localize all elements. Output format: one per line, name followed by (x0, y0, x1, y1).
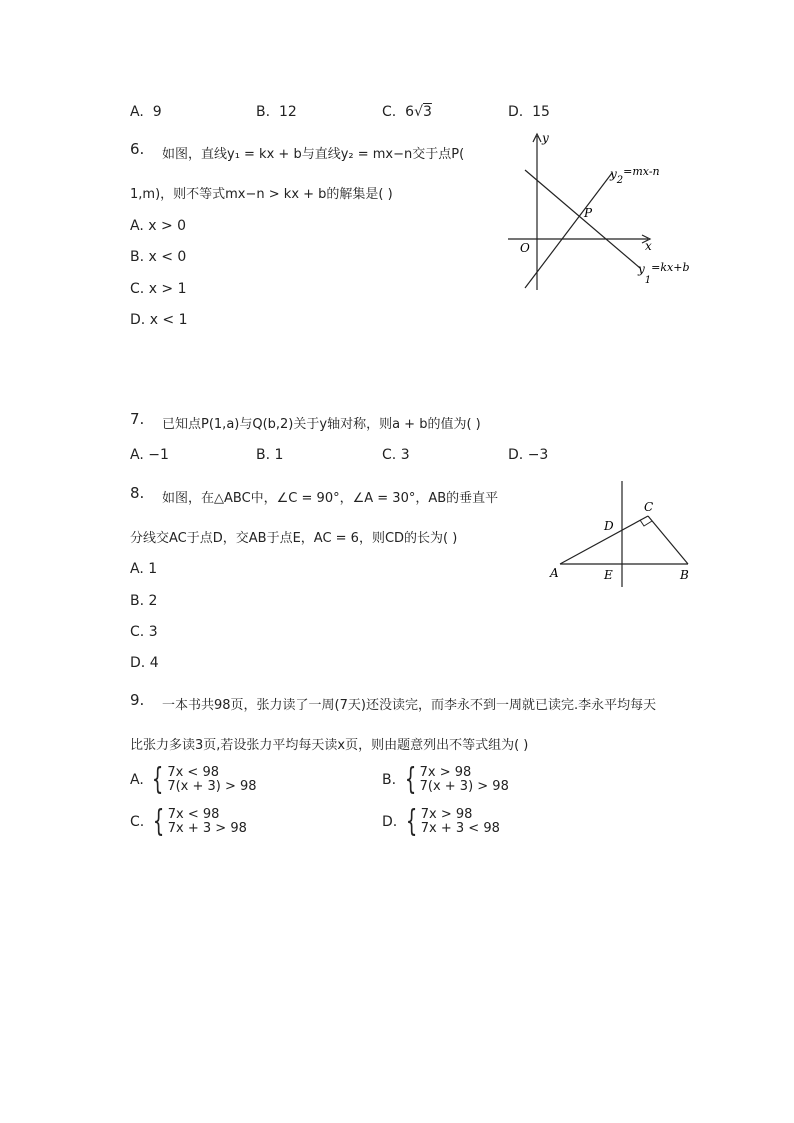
q7-option-a[interactable]: A. −1 (130, 447, 169, 463)
q9-option-a[interactable]: A. { 7x < 98 7(x + 3) > 98 (130, 762, 257, 797)
origin-label: O (520, 241, 530, 255)
q9-text-line2: 比张力多读3页,若设张力平均每天读x页，则由题意列出不等式组为( ) (130, 738, 529, 753)
point-p-label: P (584, 206, 593, 220)
q6-option-a[interactable]: A. x > 0 (130, 218, 187, 234)
q5-option-b[interactable]: B. 12 (256, 104, 297, 120)
q6-option-c[interactable]: C. x > 1 (130, 281, 187, 297)
brace-icon: { (152, 762, 164, 797)
vertex-b-label: B (680, 568, 689, 582)
q9-option-d[interactable]: D. { 7x > 98 7x + 3 < 98 (382, 804, 500, 839)
point-d-label: D (604, 519, 614, 533)
q6-option-b[interactable]: B. x < 0 (130, 249, 187, 265)
q5-option-c[interactable]: C. 6√3 (382, 104, 432, 120)
q9-option-b[interactable]: B. { 7x > 98 7(x + 3) > 98 (382, 762, 509, 797)
brace-icon: { (152, 804, 164, 839)
sqrt-symbol: √ (414, 104, 423, 120)
q8-figure (540, 475, 700, 595)
q8-option-c[interactable]: C. 3 (130, 624, 158, 640)
point-e-label: E (604, 568, 613, 582)
q8-text-line2: 分线交AC于点D，交AB于点E，AC = 6，则CD的长为( ) (130, 531, 458, 546)
right-angle-mark (640, 520, 652, 526)
q9-text-line1: 一本书共98页，张力读了一周(7天)还没读完，而李永不到一周就已读完.李永平均每天 (162, 698, 657, 713)
q7-number: 7. (130, 410, 145, 428)
brace-icon: { (405, 804, 417, 839)
line-y2 (525, 173, 612, 288)
q6-option-d[interactable]: D. x < 1 (130, 312, 188, 328)
x-axis-label: x (645, 239, 652, 253)
q6-figure (500, 128, 700, 298)
q8-text-line1: 如图，在△ABC中，∠C = 90°，∠A = 30°，AB的垂直平 (162, 491, 499, 506)
q7-text: 已知点P(1,a)与Q(b,2)关于y轴对称，则a + b的值为( ) (162, 417, 481, 432)
q5-option-d[interactable]: D. 15 (508, 104, 550, 120)
brace-icon: { (404, 762, 416, 797)
q8-option-d[interactable]: D. 4 (130, 655, 159, 671)
q8-option-b[interactable]: B. 2 (130, 593, 158, 609)
y-axis-label: y (542, 131, 549, 145)
q5-option-a[interactable]: A. 9 (130, 104, 162, 120)
q6-text-line2: 1,m)，则不等式mx−n > kx + b的解集是( ) (130, 187, 393, 202)
q9-number: 9. (130, 691, 145, 709)
vertex-c-label: C (644, 500, 654, 514)
vertex-a-label: A (550, 566, 559, 580)
q7-option-d[interactable]: D. −3 (508, 447, 549, 463)
q6-number: 6. (130, 140, 145, 158)
side-cb (648, 516, 688, 564)
y1-label: $y_1=kx+b$ (638, 261, 690, 286)
y2-label: $y_2=mx-n$ (610, 165, 660, 186)
q8-option-a[interactable]: A. 1 (130, 561, 158, 577)
q7-option-b[interactable]: B. 1 (256, 447, 284, 463)
q7-option-c[interactable]: C. 3 (382, 447, 410, 463)
q9-option-c[interactable]: C. { 7x < 98 7x + 3 > 98 (130, 804, 247, 839)
q6-text-line1: 如图，直线y₁ = kx + b与直线y₂ = mx−n交于点P( (162, 147, 465, 162)
q8-number: 8. (130, 484, 145, 502)
